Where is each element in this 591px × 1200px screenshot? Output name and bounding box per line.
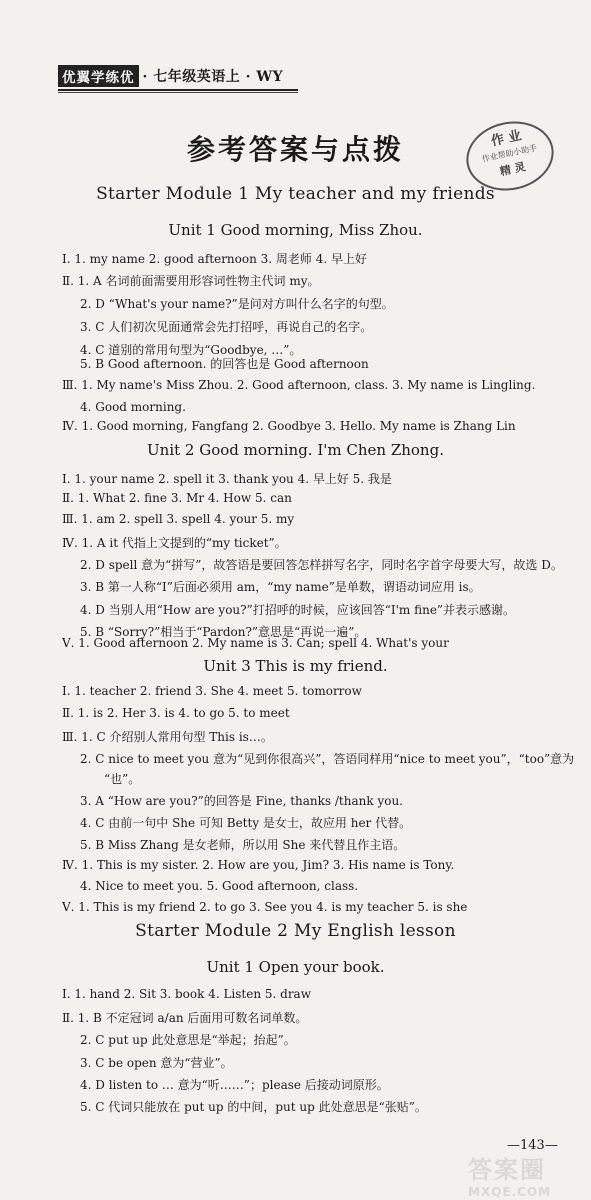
stamp-top: 作 业 xyxy=(489,128,523,150)
brand-label: 优翼学练优 xyxy=(58,65,139,87)
watermark-url: MXQE.COM xyxy=(468,1185,552,1199)
answer-line: Ⅳ. 1. A it 代指上文提到的“my ticket”。 xyxy=(62,536,287,550)
answer-line: “也”。 xyxy=(104,772,141,786)
answer-line: 4. Good morning. xyxy=(80,400,186,414)
unit-heading-1-2: Unit 2 Good morning. I'm Chen Zhong. xyxy=(147,441,444,459)
answer-line: 4. C 由前一句中 She 可知 Betty 是女士，故应用 her 代替。 xyxy=(80,816,412,830)
answer-line: 3. C 人们初次见面通常会先打招呼，再说自己的名字。 xyxy=(80,320,373,334)
answer-line: 4. D listen to … 意为“听……”；please 后接动词原形。 xyxy=(80,1078,389,1092)
unit-heading-1-1: Unit 1 Good morning, Miss Zhou. xyxy=(168,221,423,239)
page-title: 参考答案与点拨 xyxy=(186,133,404,166)
answer-line: Ⅱ. 1. is 2. Her 3. is 4. to go 5. to meet xyxy=(62,706,290,720)
answer-line: Ⅱ. 1. B 不定冠词 a/an 后面用可数名词单数。 xyxy=(62,1011,308,1025)
module-heading-2: Starter Module 2 My English lesson xyxy=(135,921,456,941)
header-rule-thin xyxy=(58,92,298,93)
answer-line: Ⅰ. 1. your name 2. spell it 3. thank you 4. 早上好 5. 我是 xyxy=(62,472,392,486)
stamp-middle: 作业帮助小助手 xyxy=(481,143,538,164)
answer-line: 4. Nice to meet you. 5. Good afternoon, class. xyxy=(80,879,359,893)
answer-line: 4. D 当别人用“How are you?”打招呼的时候，应该回答“I'm fine”并表示感谢。 xyxy=(80,603,516,617)
module-heading-1: Starter Module 1 My teacher and my friends xyxy=(96,184,495,204)
answer-line: 4. C 道别的常用句型为“Goodbye, …”。 xyxy=(80,343,302,357)
answer-line: 5. C 代词只能放在 put up 的中间，put up 此处意思是“张贴”。 xyxy=(80,1100,427,1114)
answer-line: 2. C put up 此处意思是“举起；抬起”。 xyxy=(80,1033,296,1047)
answer-line: 2. D “What's your name?”是问对方叫什么名字的句型。 xyxy=(80,297,394,311)
answer-line: Ⅰ. 1. my name 2. good afternoon 3. 周老师 4. 早上好 xyxy=(62,252,367,266)
book-subtitle: · 七年级英语上 · WY xyxy=(142,69,284,85)
watermark-text: 答案圈 xyxy=(468,1156,546,1184)
unit-heading-2-1: Unit 1 Open your book. xyxy=(206,958,385,976)
answer-line: Ⅰ. 1. hand 2. Sit 3. book 4. Listen 5. draw xyxy=(62,987,311,1001)
answer-line: Ⅳ. 1. Good morning, Fangfang 2. Goodbye 3. Hello. My name is Zhang Lin xyxy=(62,419,516,433)
answer-line: Ⅴ. 1. Good afternoon 2. My name is 3. Can; spell 4. What's your xyxy=(62,636,449,650)
answer-line: 5. B “Sorry?”相当于“Pardon?”意思是“再说一遍”。 xyxy=(80,625,367,639)
page-header xyxy=(58,65,283,87)
answer-line: Ⅴ. 1. This is my friend 2. to go 3. See you 4. is my teacher 5. is she xyxy=(62,900,468,914)
header-rule xyxy=(58,89,298,91)
unit-heading-1-3: Unit 3 This is my friend. xyxy=(203,657,388,675)
answer-line: 5. B Good afternoon. 的回答也是 Good afternoon xyxy=(80,357,369,371)
answer-line: Ⅲ. 1. am 2. spell 3. spell 4. your 5. my xyxy=(62,512,295,526)
watermark-logo xyxy=(468,1150,586,1199)
answer-line: 3. A “How are you?”的回答是 Fine, thanks /thank you. xyxy=(80,794,403,808)
answer-line: Ⅲ. 1. My name's Miss Zhou. 2. Good afternoon, class. 3. My name is Lingling. xyxy=(62,378,536,392)
page-number: —143— xyxy=(507,1138,558,1153)
answer-line: 3. B 第一人称“I”后面必须用 am，“my name”是单数，谓语动词应用 is。 xyxy=(80,580,481,594)
answer-line: Ⅳ. 1. This is my sister. 2. How are you, Jim? 3. His name is Tony. xyxy=(62,858,455,872)
stamp-bottom: 精 灵 xyxy=(498,160,527,179)
answer-line: Ⅱ. 1. A 名词前面需要用形容词性物主代词 my。 xyxy=(62,274,320,288)
answer-line: 2. D spell 意为“拼写”，故答语是要回答怎样拼写名字，同时名字首字母要大写，故选 D。 xyxy=(80,558,563,572)
answer-line: Ⅲ. 1. C 介绍别人常用句型 This is…。 xyxy=(62,730,273,744)
answer-line: 2. C nice to meet you 意为“见到你很高兴”，答语同样用“nice to meet you”，“too”意为 xyxy=(80,752,575,766)
answer-line: Ⅱ. 1. What 2. fine 3. Mr 4. How 5. can xyxy=(62,491,292,505)
answer-line: Ⅰ. 1. teacher 2. friend 3. She 4. meet 5. tomorrow xyxy=(62,684,362,698)
answer-line: 5. B Miss Zhang 是女老师，所以用 She 来代替且作主语。 xyxy=(80,838,406,852)
answer-line: 3. C be open 意为“营业”。 xyxy=(80,1056,233,1070)
